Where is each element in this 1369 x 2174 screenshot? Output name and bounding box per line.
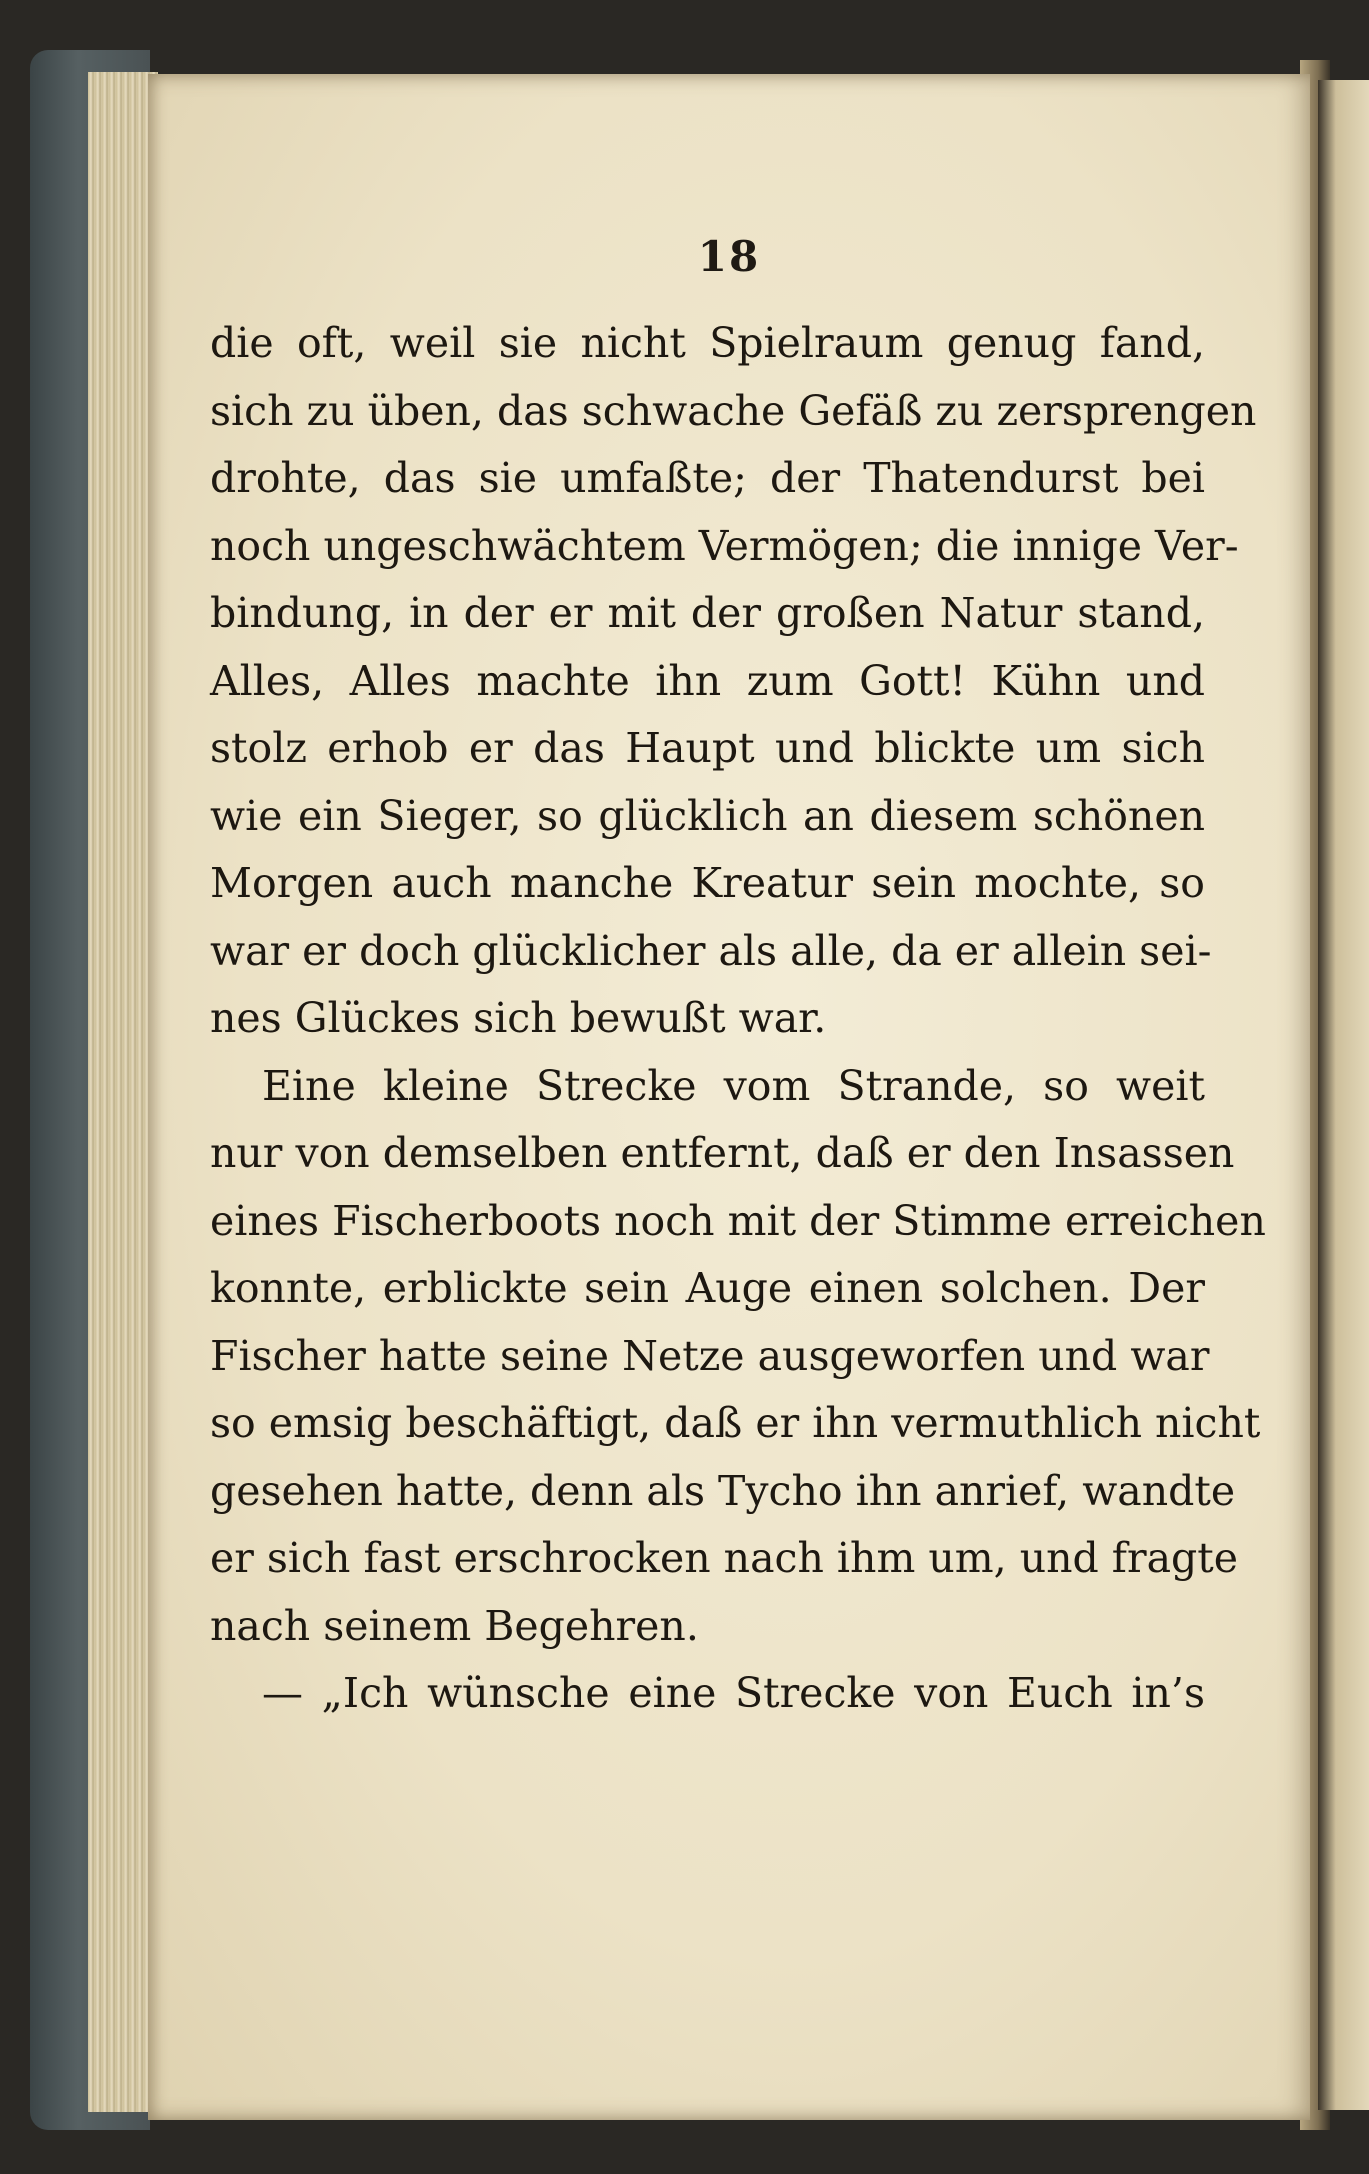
text-line: nach seinem Begehren. [210, 1601, 699, 1650]
text-line: gesehen hatte, denn als Tycho ihn anrief, wandte [210, 1466, 1236, 1515]
text-line: wie ein Sieger, so glücklich an diesem schönen [210, 791, 1205, 840]
text-line: bindung, in der er mit der großen Natur stand, [210, 589, 1205, 637]
text-line: drohte, das sie umfaßte; der Thatendurst bei [210, 454, 1205, 502]
text-line: nur von demselben entfernt, daß er den Insassen [210, 1129, 1235, 1177]
text-line: noch ungeschwächtem Vermögen; die innige Ver- [210, 521, 1239, 570]
text-line: so emsig beschäftigt, daß er ihn vermuthlich nicht [210, 1399, 1261, 1447]
text-line: konnte, erblickte sein Auge einen solchen. Der [210, 1264, 1205, 1312]
text-line: Fischer hatte seine Netze ausgeworfen und war [210, 1331, 1210, 1380]
text-line: sich zu üben, das schwache Gefäß zu zersprengen [210, 386, 1257, 435]
text-line: er sich fast erschrocken nach ihm um, und fragte [210, 1534, 1239, 1582]
facing-page-edge [1318, 80, 1369, 2110]
text-line: war er doch glücklicher als alle, da er allein sei- [210, 926, 1212, 975]
text-line: stolz erhob er das Haupt und blickte um sich [210, 724, 1205, 772]
text-line: — „Ich wünsche eine Strecke von Euch in’s [262, 1669, 1205, 1717]
text-line: eines Fischerboots noch mit der Stimme erreichen [210, 1196, 1266, 1245]
text-line: Morgen auch manche Kreatur sein mochte, so [210, 859, 1205, 907]
page-number: 18 [697, 232, 761, 281]
text-line: Eine kleine Strecke vom Strande, so weit [262, 1061, 1205, 1110]
text-line: Alles, Alles machte ihn zum Gott! Kühn und [210, 656, 1205, 705]
page-body-text [210, 310, 1266, 1728]
text-line: die oft, weil sie nicht Spielraum genug fand, [210, 319, 1205, 367]
text-line: nes Glückes sich bewußt war. [210, 994, 827, 1042]
